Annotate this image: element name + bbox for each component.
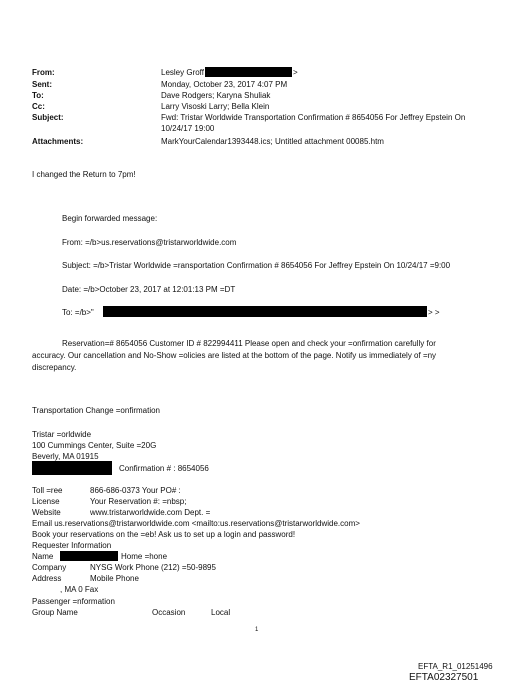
fwd-to-suffix: > >	[428, 308, 440, 317]
website-label: Website	[32, 508, 61, 517]
cc-value: Larry Visoski Larry; Bella Klein	[161, 102, 270, 111]
efta-stamp-2: EFTA02327501	[409, 672, 479, 683]
fwd-date: Date: =/b>October 23, 2017 at 12:01:13 PM =DT	[62, 285, 236, 294]
home-phone: Home =hone	[121, 552, 168, 561]
toll-free-label: Toll =ree	[32, 486, 63, 495]
fwd-from: From: =/b>us.reservations@tristarworldwide.com	[62, 238, 237, 247]
address-line-2: Beverly, MA 01915	[32, 452, 99, 461]
cc-label: Cc:	[32, 102, 45, 111]
subject-line-1: Fwd: Tristar Worldwide Transportation Confirmation # 8654056 For Jeffrey Epstein On	[161, 113, 466, 122]
website-value: www.tristarworldwide.com Dept. =	[90, 508, 211, 517]
subject-line-2: 10/24/17 19:00	[161, 124, 215, 133]
efta-stamp-1: EFTA_R1_01251496	[418, 662, 493, 671]
redaction-box	[32, 461, 112, 475]
attachments-label: Attachments:	[32, 137, 84, 146]
from-suffix: >	[293, 68, 298, 77]
redaction-box	[205, 67, 292, 77]
reservation-line-1: Reservation=# 8654056 Customer ID # 822994411 Please open and check your =onfirmation carefully for	[62, 339, 436, 348]
company-value: NYSG Work Phone (212) =50-9895	[90, 563, 216, 572]
license-label: License	[32, 497, 60, 506]
from-value: Lesley Groff	[161, 68, 204, 77]
book-line: Book your reservations on the =eb! Ask us to set up a login and password!	[32, 530, 296, 539]
occasion: Occasion	[152, 608, 186, 617]
toll-free-value: 866-686-0373 Your PO# :	[90, 486, 181, 495]
sent-value: Monday, October 23, 2017 4:07 PM	[161, 80, 288, 89]
attachments-value: MarkYourCalendar1393448.ics; Untitled attachment 00085.htm	[161, 137, 384, 146]
company-name: Tristar =orldwide	[32, 430, 92, 439]
fwd-to: To: =/b>"	[62, 308, 94, 317]
to-value: Dave Rodgers; Karyna Shuliak	[161, 91, 271, 100]
begin-forwarded: Begin forwarded message:	[62, 214, 158, 223]
redaction-box	[103, 306, 427, 317]
sent-label: Sent:	[32, 80, 52, 89]
group-name: Group Name	[32, 608, 78, 617]
address-line-1: 100 Cummings Center, Suite =20G	[32, 441, 157, 450]
to-label: To:	[32, 91, 44, 100]
mobile-phone: Mobile Phone	[90, 574, 139, 583]
address-label: Address	[32, 574, 62, 583]
email-line: Email us.reservations@tristarworldwide.com <mailto:us.reservations@tristarworldwide.com>	[32, 519, 360, 528]
redaction-box	[60, 551, 118, 561]
license-value: Your Reservation #: =nbsp;	[90, 497, 187, 506]
confirmation-number: Confirmation # : 8654056	[119, 464, 209, 473]
subject-label: Subject:	[32, 113, 64, 122]
passenger-info: Passenger =nformation	[32, 597, 115, 606]
ma-fax: , MA 0 Fax	[60, 585, 99, 594]
reservation-line-3: discrepancy.	[32, 363, 77, 372]
fwd-subject: Subject: =/b>Tristar Worldwide =ransportation Confirmation # 8654056 For Jeffrey Epstein On 10/24/17 =9:00	[62, 261, 451, 270]
page-number: 1	[255, 627, 259, 633]
transport-change: Transportation Change =onfirmation	[32, 406, 160, 415]
local: Local	[211, 608, 231, 617]
name-label: Name	[32, 552, 54, 561]
from-label: From:	[32, 68, 55, 77]
note-text: I changed the Return to 7pm!	[32, 170, 136, 179]
company-label: Company	[32, 563, 67, 572]
requester-info: Requester Information	[32, 541, 112, 550]
reservation-line-2: accuracy. Our cancellation and No-Show =olicies are listed at the bottom of the page. Notify us immediately of =ny	[32, 351, 437, 360]
